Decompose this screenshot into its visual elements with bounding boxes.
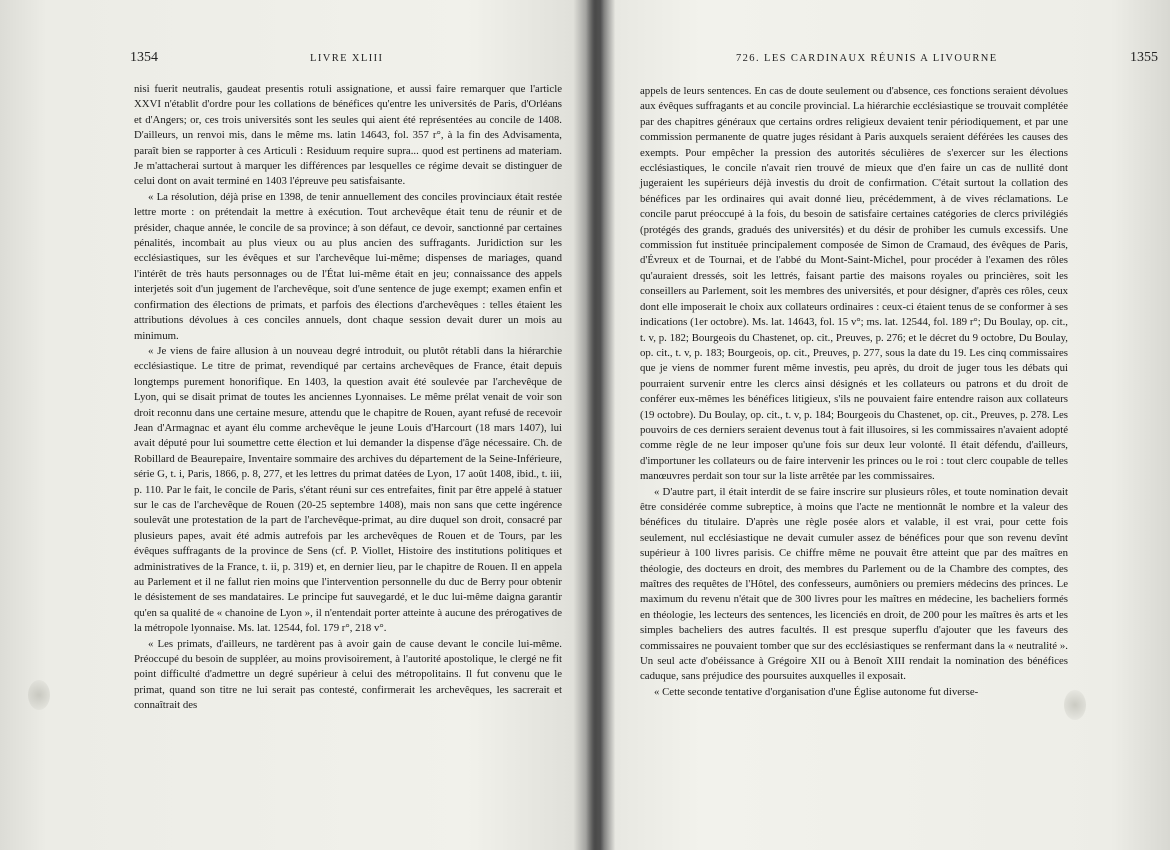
right-page-number: 1355 (1130, 50, 1158, 65)
paragraph: « D'autre part, il était interdit de se faire inscrire sur plusieurs rôles, et toute nomination devait être considérée comme subreptice, à moins que l'acte ne mentionnât le nombre et la valeur des bénéfices du titulaire. D'après une règle posée alors et valable, il est vrai, pour cette fois seulement, nul ecclésiastique ne devait cumuler assez de bénéfices pour que son revenu devînt supérieur à 100 livres parisis. Ce chiffre même ne pouvait être atteint que par des maîtres en théologie, des docteurs en droit, des membres du Parlement ou de la Chambre des comptes, des maîtres des requêtes de l'Hôtel, des confesseurs, aumôniers ou premiers médecins des princes. Le maximum du revenu n'était que de 300 livres pour les maîtres en médecine, les bacheliers formés en théologie, les lecteurs des sentences, les licenciés en droit, de 200 pour les maîtres ès arts et les simples bacheliers des autres facultés. Il est presque superflu d'ajouter que les faveurs des commissaires ne pouvaient tomber que sur des ecclésiastiques se renfermant dans la « neutralité ». Un seul acte d'obéissance à Grégoire XII ou à Benoît XIII rendait la nomination des bénéfices caduque, sans préjudice des poursuites auxquelles il exposait. (640, 485, 1068, 683)
right-running-head: 726. LES CARDINAUX RÉUNIS A LIVOURNE (736, 53, 998, 64)
left-page-body (134, 82, 562, 714)
right-page-body (640, 84, 1068, 700)
page-smudge (1064, 690, 1086, 720)
paragraph: nisi fuerit neutralis, gaudeat presentis rotuli assignatione, et aussi faire remarquer que l'article XXVI n'établit d'ordre pour les collations de bénéfices qu'entre les universités de Paris, d'Orléans et d'Angers; or, ces trois universités sont les seules qui aient été représentées au concile de 1408. D'ailleurs, un renvoi mis, dans le même ms. latin 14643, fol. 357 r°, à la fin des Advisamenta, paraît bien se rapporter à ces Articuli : Residuum require supra... quod est pertinens ad materiam. Je m'attacherai surtout à marquer les différences par lesquelles ce régime devait se distinguer de celui dont on avait terminé en 1403 l'épreuve peu satisfaisante. (134, 83, 562, 188)
paragraph: appels de leurs sentences. En cas de doute seulement ou d'absence, ces fonctions seraient dévolues aux évêques suffragants et au concile provincial. La hiérarchie ecclésiastique se trouvait complétée par des chapitres généraux que certains ordres religieux devaient tenir périodiquement, et par une commission permanente de quatre juges résidant à Paris auxquels seraient déférées les causes des exempts. Pour empêcher la pression des autorités séculières de s'exercer sur les élections ecclésiastiques, le concile n'avait rien trouvé de mieux que d'en faire un cas de nullité dont jugeraient les supérieurs déjà investis du droit de confirmation. C'était surtout la collation des bénéfices par les ordinaires qui avait donné lieu, précédemment, à de vives réclamations. Le concile parut préoccupé à la fois, du besoin de satisfaire certaines catégories de clercs privilégiés (protégés des grands, gradués des universités) et du désir de prohiber les cumuls excessifs. Une commission fut instituée principalement composée de Simon de Cramaud, des évêques de Paris, d'Évreux et de Tournai, et de l'abbé du Mont-Saint-Michel, pour procéder à l'examen des rôles qu'auraient dressés, soit les lettrés, faisant partie des maisons royales ou princières, soit les conseillers au Parlement, soit les membres des universités, et pour désigner, d'après ces rôles, ceux dont elle imposerait le choix aux collateurs ordinaires : ceux-ci étaient tenus de se conformer à ses indications (1er octobre). Ms. lat. 14643, fol. 15 v°; ms. lat. 12544, fol. 189 r°; Du Boulay, op. cit., t. v, p. 182; Bourgeois du Chastenet, op. cit., Preuves, p. 276; et le décret du 9 octobre, Du Boulay, op. cit., t. v, p. 183; Bourgeois, op. cit., Preuves, p. 277, sous la date du 19. Les cinq commissaires que je viens de nommer furent même investis, peu après, du droit de juger tous les débats qui pourraient survenir entre les clercs ainsi désignés et les collateurs ou patrons et du droit de conférer eux-mêmes les bénéfices litigieux, s'ils ne pouvaient faire entendre raison aux collateurs (19 octobre). Du Boulay, op. cit., t. v, p. 184; Bourgeois du Chastenet, op. cit., Preuves, p. 278. Les pouvoirs de ces derniers seraient devenus tout à fait illusoires, si les commissaires n'avaient adopté comme règle de ne leur imposer qu'une fois sur deux leur volonté. Il était défendu, d'ailleurs, d'importuner les collateurs ou de faire intervenir les princes ou le roi : tout clerc coupable de telles manœuvres perdait son tour sur la liste arrêtée par les commissaires. (640, 85, 1068, 483)
left-page-number: 1354 (130, 50, 158, 65)
left-running-head: LIVRE XLIII (310, 53, 384, 64)
right-page (602, 0, 1170, 850)
left-page-header (130, 50, 560, 70)
paragraph: « Cette seconde tentative d'organisation d'une Église autonome fut diverse- (654, 685, 979, 698)
paragraph: « La résolution, déjà prise en 1398, de tenir annuellement des conciles provinciaux était restée lettre morte : on prétendait la mettre à exécution. Tout archevêque était tenu de réunir et de présider, chaque année, le concile de sa province; à son défaut, ce devoir, sanctionné par certaines pénalités, incombait au plus vieux ou au plus ancien des suffragants. Juridiction sur les ecclésiastiques, sur les évêques et sur l'archevêque lui-même; dispenses de mariages, quand l'intérêt de très hauts personnages ou de l'État lui-même était en jeu; connaissance des appels interjetés soit d'un jugement de l'archevêque, soit d'une sentence de juge exempt; examen enfin et confirmation des élections de primats, et parfois des élections d'archevêques : telles étaient les attributions dévolues à ces conciles annuels, dont chaque session devait durer un mois au minimum. (134, 190, 562, 342)
page-smudge (28, 680, 50, 710)
paragraph: « Je viens de faire allusion à un nouveau degré introduit, ou plutôt rétabli dans la hiérarchie ecclésiastique. Le titre de primat, revendiqué par certains archevêques de France, était depuis longtemps purement honorifique. En 1403, la question avait été soulevée par l'archevêque de Lyon, qui se disait primat de toutes les anciennes Lyonnaises. Le même prélat venait de voir son droit reconnu dans une certaine mesure, attendu que le chapitre de Rouen, ayant refusé de recevoir Jean d'Armagnac et ayant élu comme archevêque le jeune Louis d'Harcourt (18 mars 1407), lui avait député pour lui soumettre cette élection et lui demander la dispense d'âge nécessaire. Ch. de Robillard de Beaurepaire, Inventaire sommaire des archives du département de la Seine-Inférieure, série G, t. i, Paris, 1866, p. 8, 277, et les lettres du primat datées de Lyon, 17 août 1408, ibid., t. iii, p. 110. Par le fait, le concile de Paris, s'étant réuni sur ces entrefaites, finit par être appelé à statuer sur le cas de l'archevêque de Rouen (20-25 septembre 1408), mais non sans que cette ingérence soulevât une protestation de la part de l'archevêque-primat, au dire duquel son droit, consacré par plusieurs papes, avait été admis autrefois par les archevêques de Rouen et de Tours, par les évêques suffragants de la province de Sens (cf. P. Viollet, Histoire des institutions politiques et administratives de la France, t. ii, p. 319) et, en dernier lieu, par le chapitre de Rouen. Il en appela au Parlement et il ne fallut rien moins que l'intervention personnelle du duc de Berry pour obtenir le désistement de ses mandataires. Le principe fut sauvegardé, et le duc lui-même daigna garantir qu'en sa qualité de « chanoine de Lyon », il n'entendait porter atteinte à aucune des prérogatives de la métropole lyonnaise. Ms. lat. 12544, fol. 179 r°, 218 v°. (134, 344, 562, 635)
paragraph: « Les primats, d'ailleurs, ne tardèrent pas à avoir gain de cause devant le concile lui-même. Préoccupé du besoin de suppléer, au moins provisoirement, à l'autorité apostolique, le clergé ne fit point difficulté d'admettre un degré supérieur à celui des métropolitains. Il fut convenu que le primat, quand son titre ne lui serait pas contesté, confirmerait les archevêques, les sacrerait et connaîtrait des (134, 637, 562, 712)
right-page-header (728, 50, 1158, 70)
